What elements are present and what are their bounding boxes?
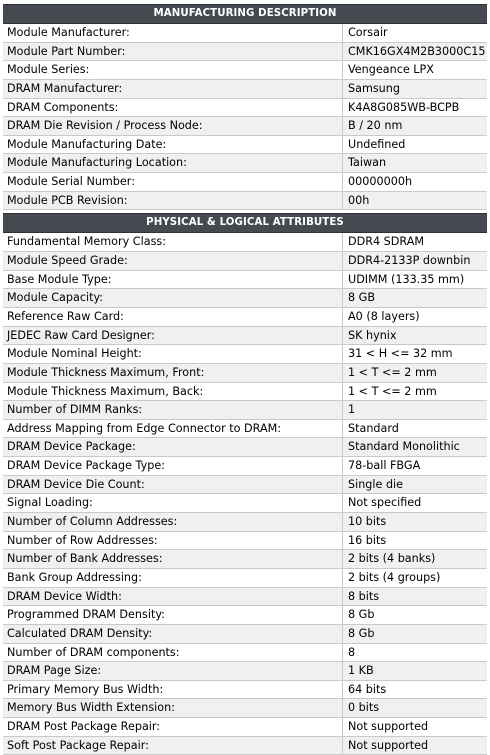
row-value: 10 bits bbox=[348, 515, 387, 529]
table-row bbox=[3, 625, 487, 644]
row-label: Module Manufacturer: bbox=[3, 24, 343, 42]
row-value: 2 bits (4 groups) bbox=[348, 570, 441, 584]
row-label: DRAM Device Die Count: bbox=[3, 476, 343, 494]
row-label: DRAM Components: bbox=[3, 99, 343, 117]
row-value: Samsung bbox=[348, 81, 400, 95]
table-row bbox=[3, 457, 487, 476]
row-label: JEDEC Raw Card Designer: bbox=[3, 327, 343, 345]
table-row bbox=[3, 327, 487, 346]
row-value: CMK16GX4M2B3000C15 bbox=[348, 44, 486, 58]
row-label: Module Manufacturing Location: bbox=[3, 154, 343, 172]
row-value: Vengeance LPX bbox=[348, 63, 434, 77]
row-value: 64 bits bbox=[348, 682, 387, 696]
table-row bbox=[3, 588, 487, 607]
row-value: Single die bbox=[348, 477, 404, 491]
row-value: 8 Gb bbox=[348, 626, 375, 640]
row-value: Standard bbox=[348, 421, 399, 435]
row-label: Module Series: bbox=[3, 61, 343, 79]
row-label: DRAM Manufacturer: bbox=[3, 80, 343, 98]
table-row bbox=[3, 532, 487, 551]
row-label: Number of DRAM components: bbox=[3, 644, 343, 662]
row-label: DRAM Device Width: bbox=[3, 588, 343, 606]
section-header: PHYSICAL & LOGICAL ATTRIBUTES bbox=[3, 213, 487, 233]
row-label: Programmed DRAM Density: bbox=[3, 606, 343, 624]
row-label: Number of Column Addresses: bbox=[3, 513, 343, 531]
table-row bbox=[3, 80, 487, 99]
row-value: 1 KB bbox=[348, 664, 374, 678]
table-row bbox=[3, 476, 487, 495]
table-row bbox=[3, 364, 487, 383]
table-row bbox=[3, 233, 487, 252]
row-value: UDIMM (133.35 mm) bbox=[348, 272, 465, 286]
table-row bbox=[3, 718, 487, 737]
row-label: Address Mapping from Edge Connector to DRAM: bbox=[3, 420, 343, 438]
row-value: Corsair bbox=[348, 26, 388, 39]
table-row bbox=[3, 644, 487, 663]
row-value: 8 Gb bbox=[348, 608, 375, 622]
row-label: Signal Loading: bbox=[3, 494, 343, 512]
row-label: Number of DIMM Ranks: bbox=[3, 401, 343, 419]
table-row bbox=[3, 99, 487, 118]
row-label: DRAM Post Package Repair: bbox=[3, 718, 343, 736]
row-value: 8 bits bbox=[348, 589, 380, 603]
row-label: Module Capacity: bbox=[3, 289, 343, 307]
row-label: Module Manufacturing Date: bbox=[3, 136, 343, 154]
row-label: Primary Memory Bus Width: bbox=[3, 681, 343, 699]
row-label: Reference Raw Card: bbox=[3, 308, 343, 326]
row-label: Calculated DRAM Density: bbox=[3, 625, 343, 643]
row-label: DRAM Device Package: bbox=[3, 438, 343, 456]
row-value: 1 bbox=[348, 403, 356, 417]
row-value: Standard Monolithic bbox=[348, 440, 460, 454]
row-value: A0 (8 layers) bbox=[348, 309, 420, 323]
row-label: Base Module Type: bbox=[3, 271, 343, 289]
row-value: 31 < H <= 32 mm bbox=[348, 347, 453, 361]
row-label: Bank Group Addressing: bbox=[3, 569, 343, 587]
table-row bbox=[3, 383, 487, 402]
row-value: Not supported bbox=[348, 720, 429, 734]
table-row bbox=[3, 192, 487, 211]
row-value: DDR4 SDRAM bbox=[348, 235, 425, 249]
row-label: DRAM Device Package Type: bbox=[3, 457, 343, 475]
table-row bbox=[3, 345, 487, 364]
row-label: DRAM Die Revision / Process Node: bbox=[3, 117, 343, 135]
table-row bbox=[3, 401, 487, 420]
table-row bbox=[3, 438, 487, 457]
table-row bbox=[3, 737, 487, 755]
table-row bbox=[3, 308, 487, 327]
table-row bbox=[3, 699, 487, 718]
row-value: Undefined bbox=[348, 137, 406, 151]
row-label: Fundamental Memory Class: bbox=[3, 233, 343, 251]
row-value: DDR4-2133P downbin bbox=[348, 254, 471, 268]
row-label: Module Thickness Maximum, Back: bbox=[3, 383, 343, 401]
table-row bbox=[3, 173, 487, 192]
table-row bbox=[3, 154, 487, 173]
table-row bbox=[3, 24, 487, 43]
row-label: Soft Post Package Repair: bbox=[3, 737, 343, 755]
table-row bbox=[3, 252, 487, 271]
row-label: Number of Row Addresses: bbox=[3, 532, 343, 550]
row-value: Not specified bbox=[348, 496, 422, 510]
table-row bbox=[3, 43, 487, 62]
row-value: 00h bbox=[348, 193, 370, 207]
row-value: 8 GB bbox=[348, 291, 376, 305]
spd-info-table bbox=[3, 4, 487, 755]
table-row bbox=[3, 420, 487, 439]
section-header: MANUFACTURING DESCRIPTION bbox=[3, 4, 487, 24]
table-row bbox=[3, 662, 487, 681]
row-value: Taiwan bbox=[348, 156, 387, 170]
row-label: Memory Bus Width Extension: bbox=[3, 699, 343, 717]
row-label: Module Thickness Maximum, Front: bbox=[3, 364, 343, 382]
row-label: Module Serial Number: bbox=[3, 173, 343, 191]
row-value: 8 bbox=[348, 645, 356, 659]
table-row bbox=[3, 494, 487, 513]
row-label: Module Part Number: bbox=[3, 43, 343, 61]
row-value: Not supported bbox=[348, 738, 429, 752]
row-value: K4A8G085WB-BCPB bbox=[348, 100, 460, 114]
row-value: 00000000h bbox=[348, 175, 413, 189]
table-row bbox=[3, 550, 487, 569]
row-value: 16 bits bbox=[348, 533, 387, 547]
row-value: 78-ball FBGA bbox=[348, 459, 421, 473]
row-value: B / 20 nm bbox=[348, 119, 403, 133]
row-value: SK hynix bbox=[348, 328, 397, 342]
table-row bbox=[3, 681, 487, 700]
row-value: 1 < T <= 2 mm bbox=[348, 365, 437, 379]
table-row bbox=[3, 606, 487, 625]
row-value: 1 < T <= 2 mm bbox=[348, 384, 437, 398]
table-row bbox=[3, 136, 487, 155]
row-label: Module Speed Grade: bbox=[3, 252, 343, 270]
row-value: 2 bits (4 banks) bbox=[348, 552, 436, 566]
row-label: Module Nominal Height: bbox=[3, 345, 343, 363]
row-value: 0 bits bbox=[348, 701, 380, 715]
row-label: DRAM Page Size: bbox=[3, 662, 343, 680]
table-row bbox=[3, 289, 487, 308]
table-row bbox=[3, 513, 487, 532]
table-row bbox=[3, 61, 487, 80]
table-row bbox=[3, 271, 487, 290]
table-row bbox=[3, 117, 487, 136]
row-label: Module PCB Revision: bbox=[3, 192, 343, 210]
row-label: Number of Bank Addresses: bbox=[3, 550, 343, 568]
table-row bbox=[3, 569, 487, 588]
